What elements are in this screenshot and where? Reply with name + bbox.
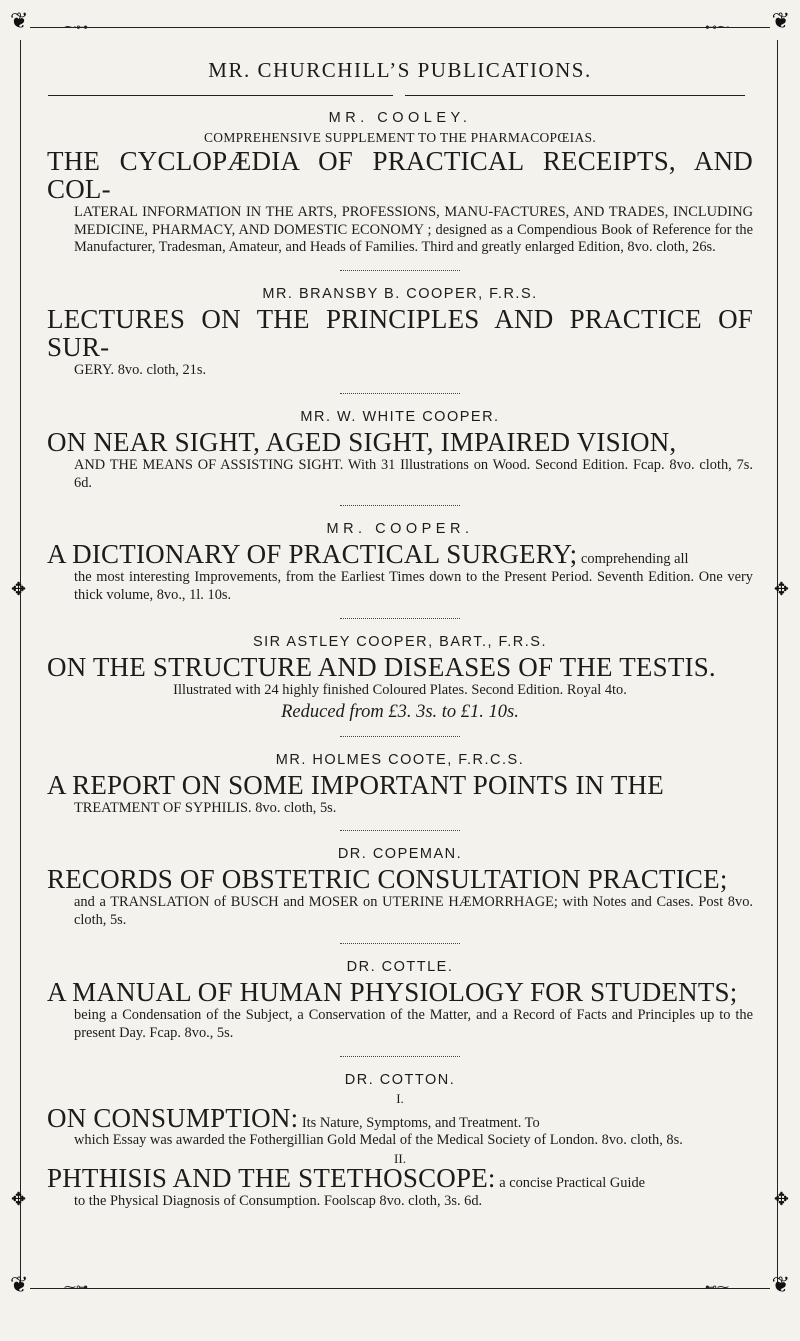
publication-entry xyxy=(47,1072,753,1211)
entry-subtitle: COMPREHENSIVE SUPPLEMENT TO THE PHARMACOPŒIAS. xyxy=(204,130,596,145)
publication-entry xyxy=(47,110,753,257)
publication-entry xyxy=(47,634,753,723)
corner-fleuron-icon: ❦ xyxy=(771,8,790,33)
entry-title: LECTURES ON THE PRINCIPLES AND PRACTICE OF SUR- xyxy=(47,304,753,363)
bottom-border-rule xyxy=(30,1288,770,1289)
author-heading: SIR ASTLEY COOPER, BART., F.R.S. xyxy=(252,634,548,651)
entry-body: to the Physical Diagnosis of Consumption. Foolscap 8vo. cloth, 3s. 6d. xyxy=(74,1193,483,1210)
entry-body: which Essay was awarded the Fothergillian Gold Medal of the Medical Society of London. 8vo. cloth, 8s. xyxy=(74,1132,683,1149)
entry-title: ON CONSUMPTION: xyxy=(47,1102,299,1133)
entry-title: ON THE STRUCTURE AND DISEASES OF THE TESTIS. xyxy=(47,652,716,683)
volume-number: II. xyxy=(394,1151,406,1167)
entry-body: the most interesting Improvements, from the Earliest Times down to the Present Period. Seventh Edition. One very thick volume, 8vo., 1l. 10s. xyxy=(74,569,753,604)
publication-entry xyxy=(47,521,753,605)
divider-rule xyxy=(47,264,753,274)
page-title: MR. CHURCHILL’S PUBLICATIONS. xyxy=(208,58,592,82)
author-heading: DR. COPEMAN. xyxy=(337,846,463,863)
entry-text xyxy=(47,426,753,493)
entry-text xyxy=(47,654,753,700)
side-ornament-icon: ✥ xyxy=(11,579,27,599)
entry-text xyxy=(47,541,753,605)
corner-fleuron-icon: ❦ xyxy=(771,1272,790,1297)
divider-rule xyxy=(47,824,753,834)
entry-text xyxy=(47,769,753,818)
entry-body: Illustrated with 24 highly finished Coloured Plates. Second Edition. Royal 4to. xyxy=(173,681,627,698)
flourish-icon: ⁓⊶ xyxy=(64,20,88,34)
side-ornament-icon: ✥ xyxy=(11,1189,27,1209)
corner-fleuron-icon: ❦ xyxy=(10,8,29,33)
entry-title: A MANUAL OF HUMAN PHYSIOLOGY FOR STUDENTS; xyxy=(47,977,738,1008)
author-heading: MR. BRANSBY B. COOPER, F.R.S. xyxy=(262,286,538,303)
entry-title: A DICTIONARY OF PRACTICAL SURGERY; xyxy=(47,539,578,570)
author-heading: DR. COTTON. xyxy=(344,1071,456,1088)
price-reduction-note: Reduced from £3. 3s. to £1. 10s. xyxy=(281,701,519,722)
entry-body-lead: a concise Practical Guide xyxy=(499,1175,646,1192)
entry-body: and a TRANSLATION of BUSCH and MOSER on UTERINE HÆMORRHAGE; with Notes and Cases. Post 8vo. cloth, 5s. xyxy=(74,894,753,929)
side-ornament-icon: ✥ xyxy=(773,1189,789,1209)
entry-text xyxy=(47,979,753,1043)
entry-title: PHTHISIS AND THE STETHOSCOPE: xyxy=(47,1163,496,1194)
top-border-rule xyxy=(30,27,770,28)
publication-entry xyxy=(47,846,753,930)
entry-text xyxy=(47,1165,753,1211)
author-heading: MR. W. WHITE COOPER. xyxy=(300,408,500,425)
publication-entry xyxy=(47,752,753,818)
entry-text xyxy=(47,148,753,257)
entry-body: being a Condensation of the Subject, a Conservation of the Matter, and a Record of Facts and Principles up to the present Day. Fcap. 8vo., 5s. xyxy=(74,1006,753,1041)
entry-text xyxy=(47,1102,753,1151)
divider-rule xyxy=(47,612,753,622)
divider-rule xyxy=(47,1050,753,1060)
entry-body: TREATMENT OF SYPHILIS. 8vo. cloth, 5s. xyxy=(74,799,337,816)
divider-rule xyxy=(47,937,753,947)
entry-title: A REPORT ON SOME IMPORTANT POINTS IN THE xyxy=(47,769,664,800)
volume-number: I. xyxy=(396,1090,404,1106)
entry-title: RECORDS OF OBSTETRIC CONSULTATION PRACTICE; xyxy=(47,864,728,895)
publication-entry xyxy=(47,286,753,380)
flourish-icon: ⁓⊶ xyxy=(64,1280,88,1294)
publication-entry xyxy=(47,409,753,493)
entry-title: ON NEAR SIGHT, AGED SIGHT, IMPAIRED VISION, xyxy=(47,426,677,457)
author-heading: DR. COTTLE. xyxy=(346,959,454,976)
entry-body: LATERAL INFORMATION IN THE ARTS, PROFESSIONS, MANU-FACTURES, AND TRADES, INCLUDING MEDICINE, PHARMACY, AND DOMESTIC ECONOMY ; designed as a Compendious Book of Reference for the Manufacturer, Tradesman, Amateur, and Heads of Families. Third and greatly enlarged Edition, 8vo. cloth, 26s. xyxy=(74,203,753,256)
divider-rule xyxy=(47,387,753,397)
entry-body-lead: comprehending all xyxy=(581,551,689,568)
right-border-rule xyxy=(777,40,778,1285)
entry-body-lead: Its Nature, Symptoms, and Treatment. To xyxy=(301,1114,540,1131)
corner-fleuron-icon: ❦ xyxy=(10,1272,29,1297)
divider-rule xyxy=(47,499,753,509)
entry-text xyxy=(47,866,753,930)
author-heading: MR. COOPER. xyxy=(326,521,474,538)
entry-body: GERY. 8vo. cloth, 21s. xyxy=(74,362,207,379)
flourish-icon: ⊷⁓ xyxy=(705,1280,729,1294)
entry-body: AND THE MEANS OF ASSISTING SIGHT. With 31 Illustrations on Wood. Second Edition. Fcap. 8vo. cloth, 7s. 6d. xyxy=(74,456,753,491)
header-rule-left xyxy=(48,95,393,96)
header-rule-right xyxy=(405,95,745,96)
left-border-rule xyxy=(20,40,21,1285)
entry-text xyxy=(47,306,753,380)
publication-entry xyxy=(47,959,753,1043)
publication-list xyxy=(47,110,753,1211)
entry-title: THE CYCLOPÆDIA OF PRACTICAL RECEIPTS, AND COL- xyxy=(47,146,753,204)
author-heading: MR. HOLMES COOTE, F.R.C.S. xyxy=(275,751,525,768)
divider-rule xyxy=(47,730,753,740)
author-heading: MR. COOLEY. xyxy=(328,110,472,126)
flourish-icon: ⊷⁓ xyxy=(705,20,729,34)
side-ornament-icon: ✥ xyxy=(773,579,789,599)
